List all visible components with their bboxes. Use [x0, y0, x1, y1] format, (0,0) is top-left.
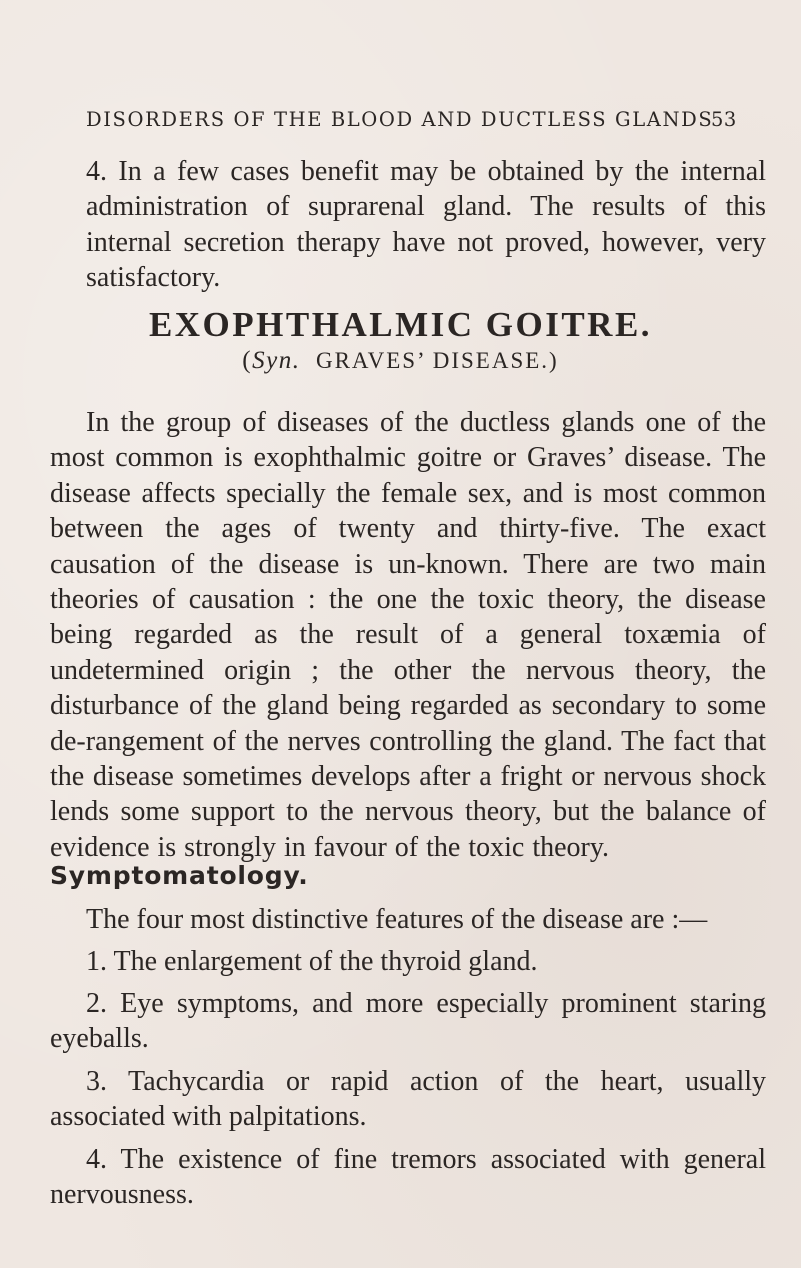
symptom-item-2: 2. Eye symptoms, and more especially prominent staring eyeballs. — [50, 988, 766, 1055]
symptom-item-3: 3. Tachycardia or rapid action of the heart, usually associated with palpitations. — [50, 1066, 766, 1133]
running-head — [86, 108, 786, 131]
running-head-title: DISORDERS OF THE BLOOD AND DUCTLESS GLANDS — [86, 108, 714, 131]
section-title: EXOPHTHALMIC GOITRE. — [148, 305, 653, 344]
symptomatology-heading: Symptomatology. — [50, 861, 309, 890]
section-subtitle — [0, 347, 801, 375]
intro-paragraph: 4. In a few cases benefit may be obtained by the internal administration of suprarenal gland. The results of this internal secretion therapy have not proved, however, very satisfactory. — [86, 156, 766, 294]
symptom-item-4: 4. The existence of fine tremors associated with general nervousness. — [50, 1144, 766, 1211]
subtitle-disease-name: GRAVES’ DISEASE.) — [315, 348, 559, 373]
subtitle-syn: Syn. — [252, 347, 301, 374]
main-paragraph: In the group of diseases of the ductless glands one of the most common is exophthalmic goitre or Graves’ disease. The disease affects specially the female sex, and is most common between the ages of twenty and thirty-five. The exact causation of the disease is un-known. There are two main theories of causation : the one the toxic theory, the disease being regarded as the result of a general toxæmia of undetermined origin ; the other the nervous theory, the disturbance of the gland being regarded as secondary to some de-rangement of the nerves controlling the gland. The fact that the disease sometimes develops after a fright or nervous shock lends some support to the nervous theory, but the balance of evidence is strongly in favour of the toxic theory. — [50, 407, 766, 863]
symptoms-lead: The four most distinctive features of the disease are :— — [86, 904, 708, 935]
page-number: 53 — [711, 108, 737, 131]
symptom-item-1: 1. The enlargement of the thyroid gland. — [86, 946, 538, 977]
subtitle-open-paren: ( — [242, 347, 253, 374]
